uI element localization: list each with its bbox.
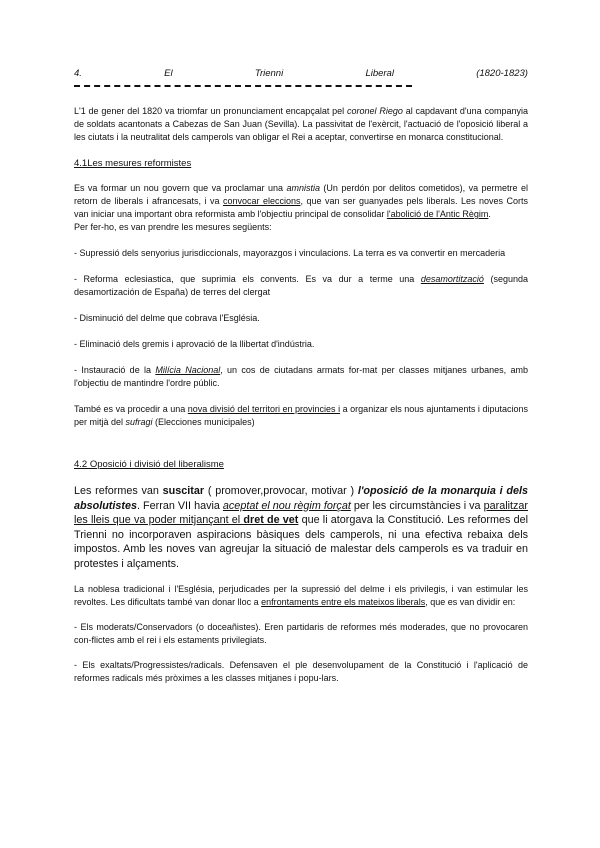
faction-item-moderats: - Els moderats/Conservadors (o doceañistes). Eren partidaris de reformes més moderades, que no provocaren con-flictes amb el rei i els estaments privilegiats. [74, 622, 528, 645]
measure-item-senyorius: - Supressió dels senyorius jurisdiccionals, mayorazgos i vinculacions. La terra es va convertir en mercaderia [74, 248, 506, 258]
title-number: 4. [74, 68, 82, 79]
title-word-trienni: Trienni [254, 68, 284, 79]
oposicio-paragraph: Les reformes van suscitar ( promover,provocar, motivar ) l'oposició de la monarquia i dels absolutistes. Ferran VII havia aceptat el nou règim forçat per les circumstàncies i va paralitzar les lleis que va poder mitjançant el dret de vet que li atorgava la Constitució. Les reformes del Trienni no incorporaven aspiracions bàsiques dels camperols, ni una efectiva rebaixa dels impostos. Amb les noves van agreujar la situació de malestar dels camperols es va traduir en protestes i alçaments. [74, 485, 529, 570]
document-title [74, 68, 528, 79]
measure-item-milicia: - Instauració de la Milícia Nacional, un cos de ciutadans armats for-mat per classes mitjanes urbanes, amb l'objectiu de mantindre l'ordre públic. [74, 365, 528, 388]
measure-item-reforma-eclesiastica: - Reforma eclesiastica, que suprimia els convents. Es va dur a terme una desamortització (segunda desamortización de España) de terres del clergat [74, 274, 528, 297]
section-heading-oposicio: 4.2 Oposició i divisió del liberalisme [74, 459, 224, 470]
reformes-paragraph: Es va formar un nou govern que va proclamar una amnistia (Un perdón por delitos cometidos), va permetre el retorn de liberals i afrancesats, i va convocar eleccions, que van ser guanyades pels liberals. Les noves Corts van iniciar una important obra reformista amb l'objectiu principal de consolidar l'abolició de l'Antic Règim. Per fer-ho, es van prendre les mesures següents: [74, 183, 528, 232]
division-territori-paragraph: També es va procedir a una nova divisió del territori en provincies i a organizar els nous ajuntaments i diputacions per mitjà del sufragi (Elecciones municipales) [74, 404, 528, 427]
title-word-el: El [164, 68, 173, 79]
title-dates: (1820-1823) [476, 68, 528, 79]
intro-paragraph: L'1 de gener del 1820 va triomfar un pronunciament encapçalat pel coronel Riego al capdavant d'una companyia de soldats acantonats a Cabezas de San Juan (Sevilla). La passivitat de l'exèrcit, l'actuació de l'oposició liberal a les ciutats i la neutralitat dels camperols van obligar el Rei a aceptar, convertirse en monarca constitucional. [74, 106, 528, 142]
title-word-liberal: Liberal [365, 68, 394, 79]
measure-item-gremis: - Eliminació dels gremis i aprovació de la llibertat d'indústria. [74, 339, 315, 349]
title-divider [74, 85, 412, 87]
noblesa-paragraph: La noblesa tradicional i l'Església, perjudicades per la supressió del delme i els privilegis, i van estimular les revoltes. Les dificultats també van donar lloc a enfrontaments entre els mateixos liberals, que es van dividir en: [74, 584, 528, 607]
measure-item-delme: - Disminució del delme que cobrava l'Església. [74, 313, 260, 323]
document-page [74, 68, 528, 685]
section-heading-reformes: 4.1Les mesures reformistes [74, 158, 192, 169]
faction-item-exaltats: - Els exaltats/Progressistes/radicals. Defensaven el ple desenvolupament de la Constitució i l'aplicació de reformes radicals més pròximes a les classes mitjanes i popu-lars. [74, 660, 528, 683]
